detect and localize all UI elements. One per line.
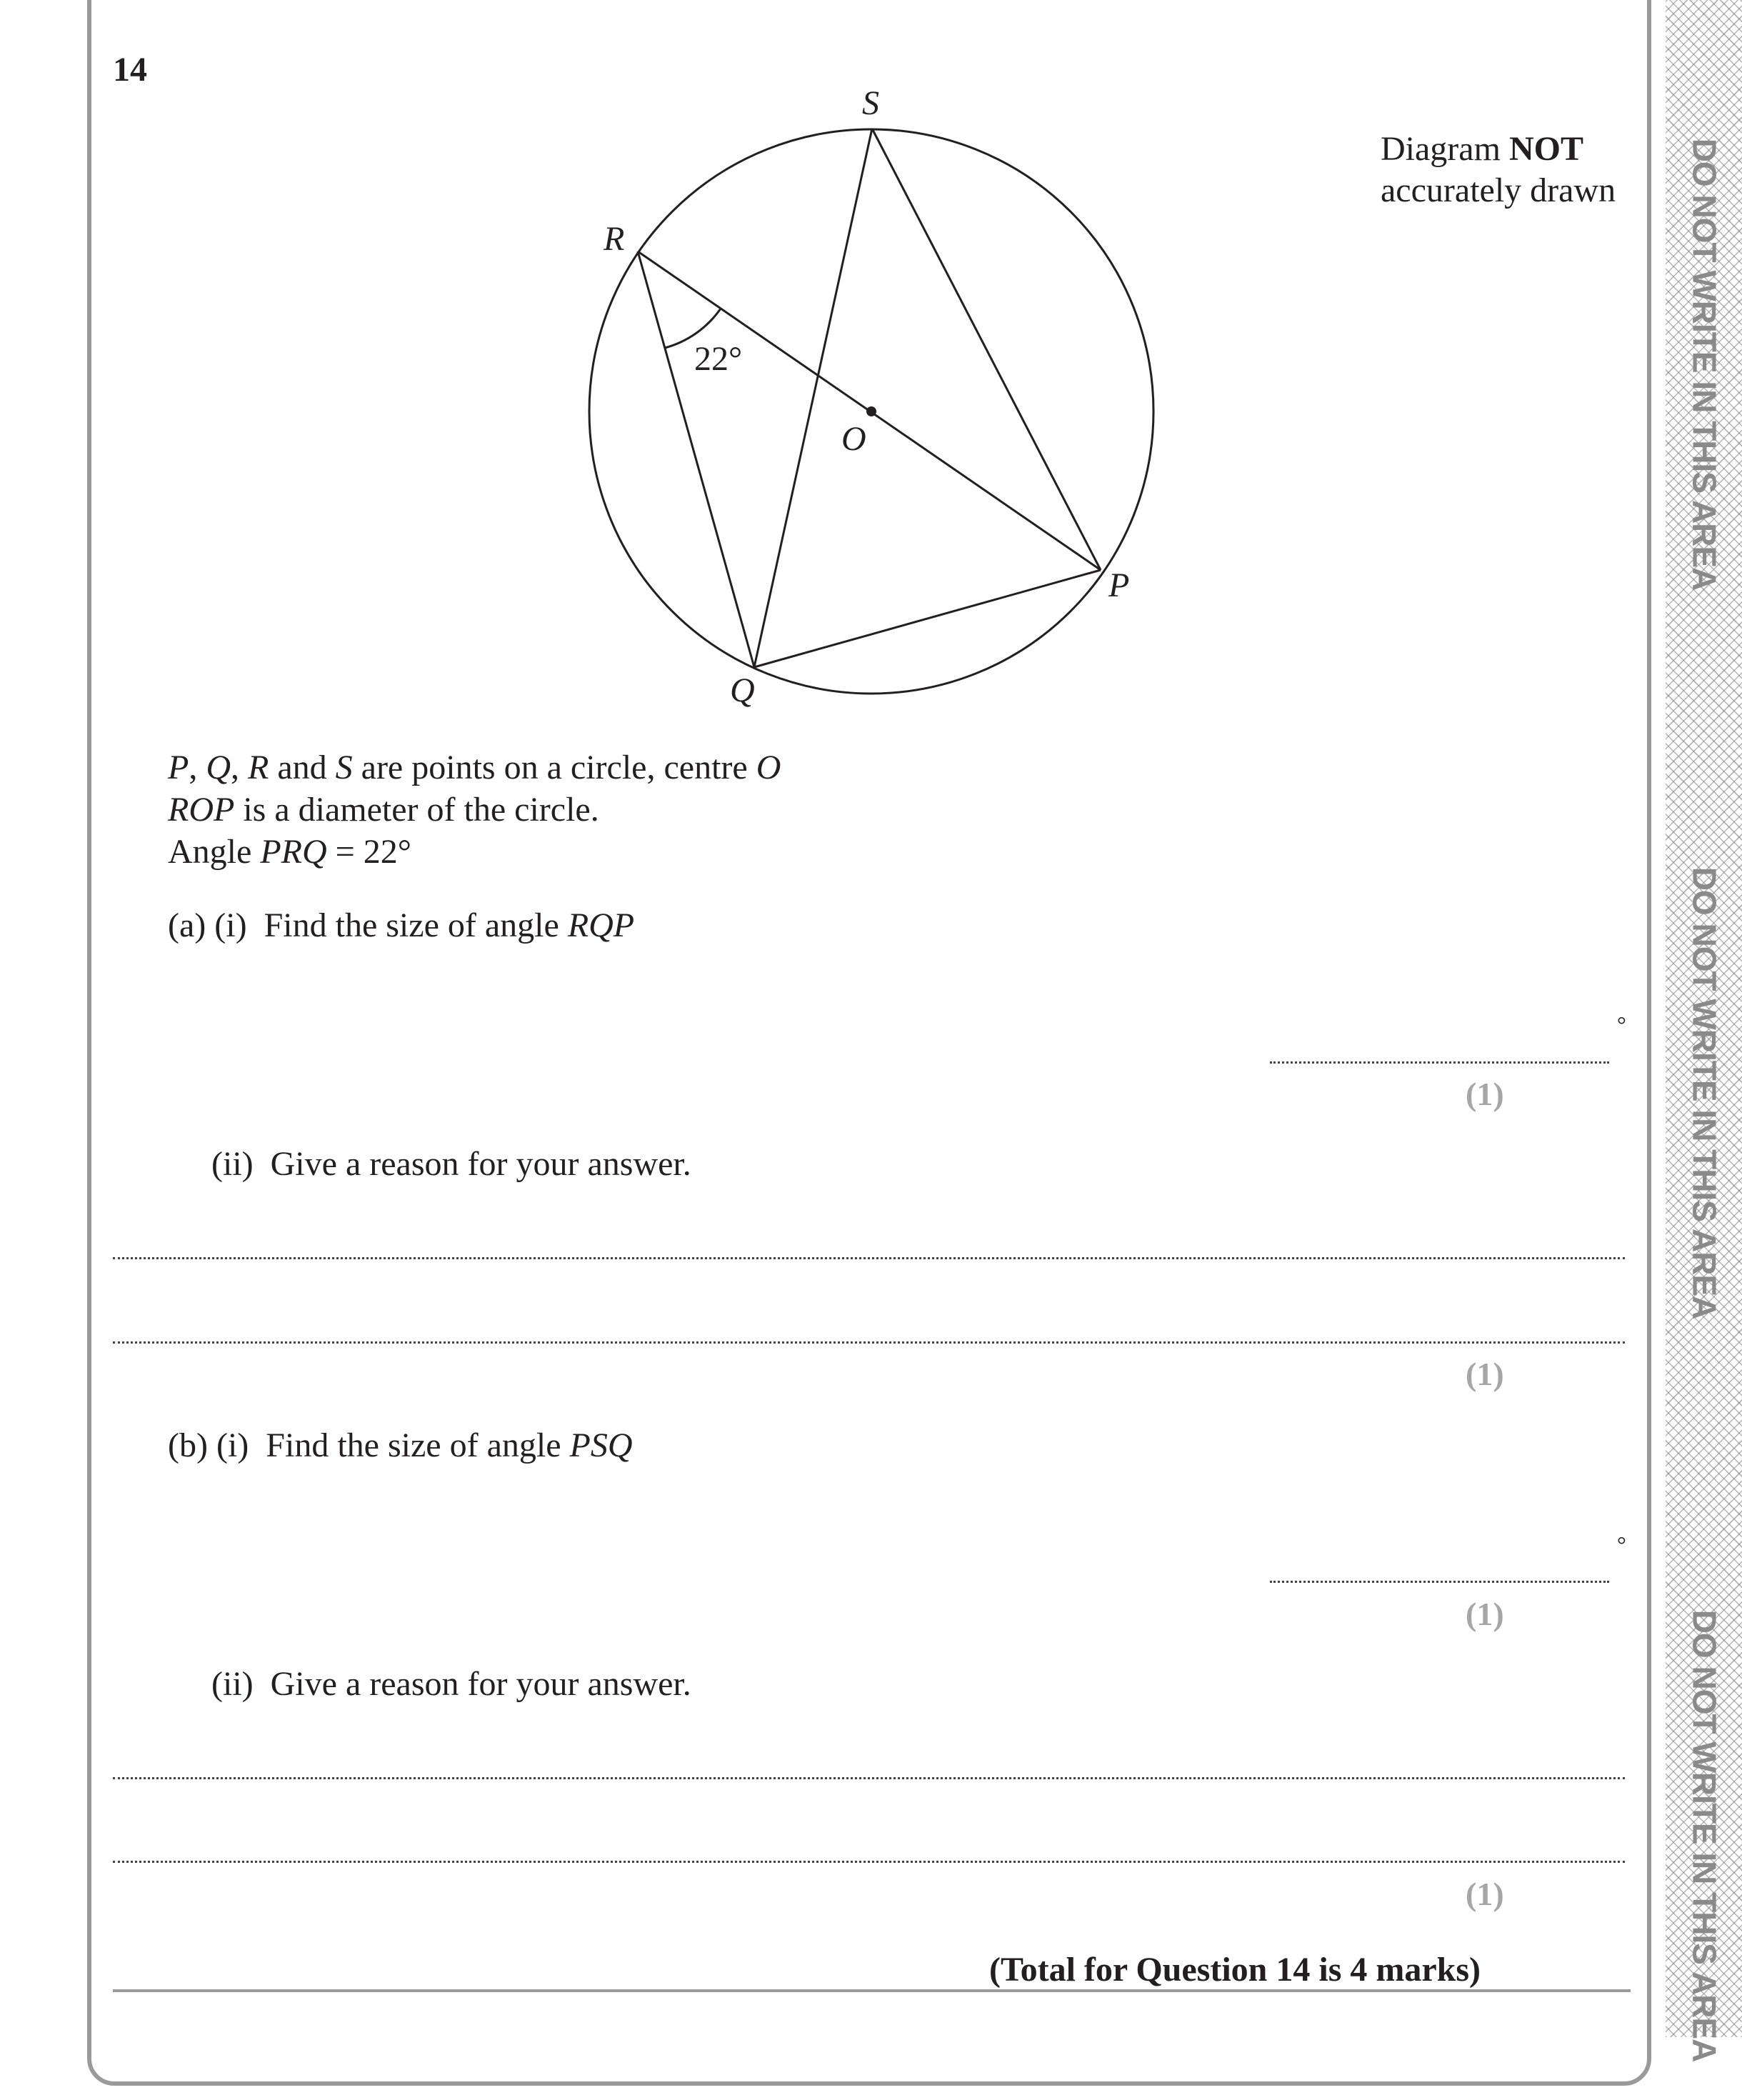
degree-sign-b: °	[1617, 1531, 1626, 1557]
label-r: R	[604, 220, 625, 258]
stem-line-1: P, Q, R and S are points on a circle, centre O	[168, 749, 781, 786]
marks-b-ii: (1)	[1466, 1876, 1504, 1912]
chord-qp	[754, 570, 1101, 667]
label-o: O	[841, 420, 866, 458]
part-b-ii: (ii) Give a reason for your answer.	[211, 1665, 691, 1703]
answer-line-a-i[interactable]	[1270, 1061, 1609, 1064]
margin-warning-bottom: DO NOT WRITE IN THIS AREA	[1686, 1609, 1723, 2062]
circle-diagram	[0, 0, 1742, 714]
chord-sp	[872, 129, 1101, 570]
margin-warning-top: DO NOT WRITE IN THIS AREA	[1686, 138, 1723, 591]
part-a-i: (a) (i) Find the size of angle RQP	[168, 906, 635, 944]
reason-line-a-1[interactable]	[113, 1257, 1625, 1259]
chord-sq	[754, 129, 872, 667]
angle-label: 22°	[694, 340, 743, 378]
reason-line-b-2[interactable]	[113, 1861, 1625, 1863]
answer-line-b-i[interactable]	[1270, 1581, 1609, 1583]
part-b-i: (b) (i) Find the size of angle PSQ	[168, 1426, 633, 1464]
label-s: S	[862, 84, 879, 122]
marks-b-i: (1)	[1466, 1596, 1504, 1632]
label-p: P	[1108, 566, 1130, 604]
margin-warning-middle: DO NOT WRITE IN THIS AREA	[1686, 866, 1723, 1319]
divider-rule	[113, 1989, 1631, 1992]
centre-dot	[866, 406, 876, 416]
question-total: (Total for Question 14 is 4 marks)	[989, 1951, 1481, 1989]
part-a-ii: (ii) Give a reason for your answer.	[211, 1145, 691, 1183]
degree-sign-a: °	[1617, 1011, 1626, 1037]
reason-line-b-1[interactable]	[113, 1777, 1625, 1779]
marks-a-i: (1)	[1466, 1076, 1504, 1112]
reason-line-a-2[interactable]	[113, 1341, 1625, 1344]
stem-line-2: ROP is a diameter of the circle.	[168, 791, 599, 829]
marks-a-ii: (1)	[1466, 1356, 1504, 1392]
label-q: Q	[730, 671, 755, 709]
chord-rq	[638, 251, 754, 667]
stem-line-3: Angle PRQ = 22°	[168, 833, 411, 871]
diagram-note: Diagram NOT accurately drawn	[1381, 130, 1616, 209]
question-number: 14	[113, 51, 147, 89]
question-stem	[168, 746, 781, 873]
